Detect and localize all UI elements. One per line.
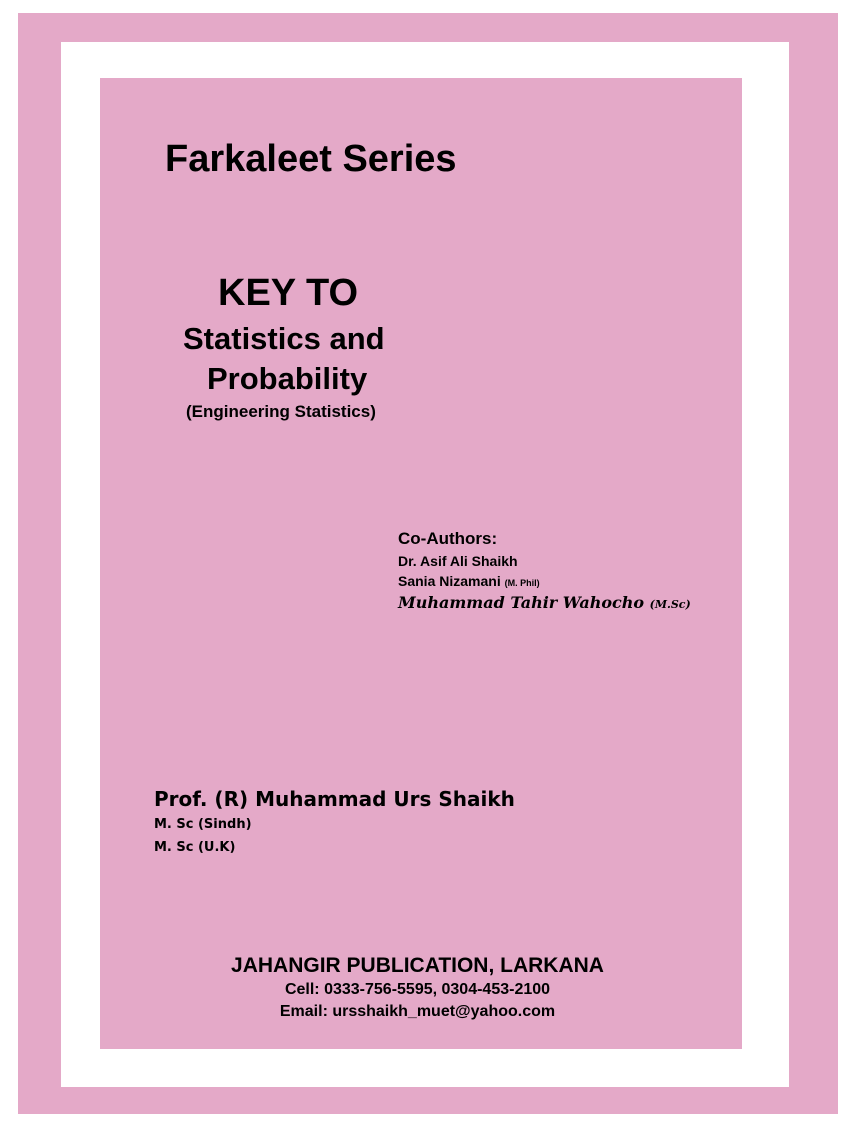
- publisher-name: JAHANGIR PUBLICATION, LARKANA: [231, 954, 604, 977]
- coauthor-3: [398, 593, 691, 612]
- coauthors-heading: Co-Authors:: [398, 529, 498, 548]
- main-author-name: Prof. (R) Muhammad Urs Shaikh: [154, 787, 515, 811]
- coauthor-2: [398, 573, 540, 589]
- book-title-line-1: Statistics and: [183, 321, 385, 356]
- coauthor-2-degree: (M. Phil): [504, 578, 540, 588]
- book-title-key-to: KEY TO: [218, 272, 359, 314]
- coauthor-3-name: Muhammad Tahir Wahocho: [398, 593, 645, 612]
- series-title: Farkaleet Series: [165, 138, 457, 180]
- main-author-degree-1: M. Sc (Sindh): [154, 817, 252, 832]
- main-author-degree-2: M. Sc (U.K): [154, 840, 236, 855]
- coauthor-2-name: Sania Nizamani: [398, 573, 501, 589]
- book-subtitle: (Engineering Statistics): [186, 402, 376, 421]
- publisher-email: Email: ursshaikh_muet@yahoo.com: [279, 1003, 556, 1020]
- coauthor-3-degree: (M.Sc): [649, 598, 691, 611]
- coauthor-1: Dr. Asif Ali Shaikh: [398, 553, 518, 569]
- publisher-phone: Cell: 0333-756-5595, 0304-453-2100: [284, 981, 551, 998]
- book-title-line-2: Probability: [207, 361, 368, 396]
